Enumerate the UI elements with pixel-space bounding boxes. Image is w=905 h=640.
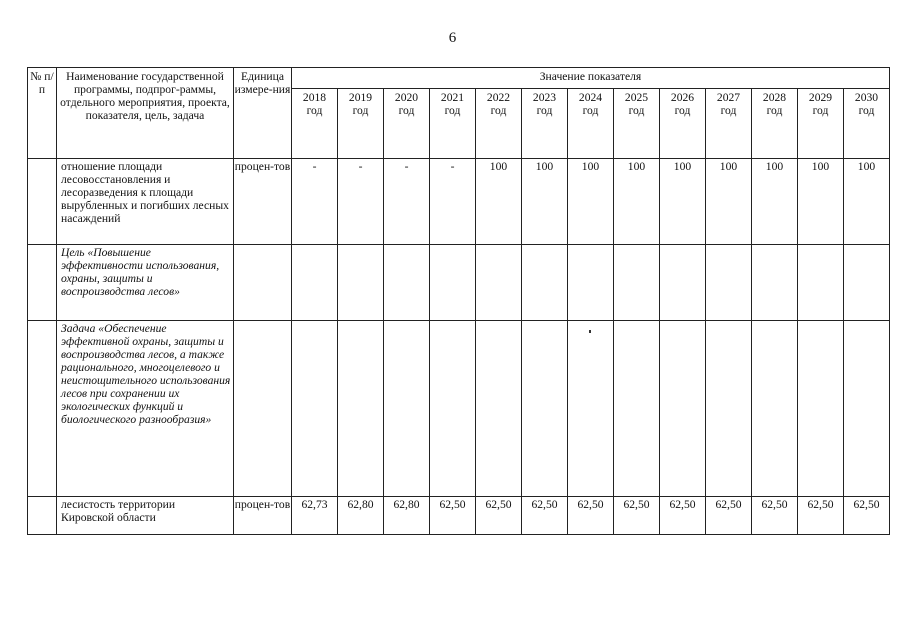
header-year-2030 [844, 89, 890, 159]
row-number-cell [28, 321, 57, 497]
value-cell-2028: 100 [752, 159, 798, 245]
value-cell-2020 [384, 321, 430, 497]
value-cell-2030: 62,50 [844, 497, 890, 535]
table-row [28, 245, 890, 321]
header-year-2018 [292, 89, 338, 159]
value-cell-2030: 100 [844, 159, 890, 245]
year-suffix: год [352, 104, 369, 117]
indicator-name-cell: отношение площади лесовосстановления и лесоразведения к площади вырубленных и погибших лесных насаждений [57, 159, 234, 245]
year-number: 2026 [670, 91, 695, 104]
unit-cell [234, 321, 292, 497]
indicator-table [27, 67, 890, 535]
value-cell-2022 [476, 245, 522, 321]
value-cell-2030 [844, 245, 890, 321]
value-cell-2024 [568, 245, 614, 321]
value-cell-2023: 100 [522, 159, 568, 245]
header-year-2019 [338, 89, 384, 159]
value-cell-2025 [614, 245, 660, 321]
header-year-2020 [384, 89, 430, 159]
value-cell-2027 [706, 321, 752, 497]
value-cell-2022: 62,50 [476, 497, 522, 535]
value-cell-2018: - [292, 159, 338, 245]
year-suffix: год [720, 104, 737, 117]
scan-speck [589, 330, 591, 333]
header-year-2024 [568, 89, 614, 159]
value-cell-2020: - [384, 159, 430, 245]
year-suffix: год [490, 104, 507, 117]
header-num: № п/п [28, 68, 57, 159]
value-cell-2026: 100 [660, 159, 706, 245]
year-suffix: год [674, 104, 691, 117]
year-number: 2024 [578, 91, 603, 104]
value-cell-2025: 100 [614, 159, 660, 245]
goal-name-cell: Цель «Повышение эффективности использования, охраны, защиты и воспроизводства лесов» [57, 245, 234, 321]
header-year-2022 [476, 89, 522, 159]
value-cell-2029: 100 [798, 159, 844, 245]
header-year-2027 [706, 89, 752, 159]
value-cell-2027: 62,50 [706, 497, 752, 535]
year-number: 2027 [716, 91, 741, 104]
value-cell-2029: 62,50 [798, 497, 844, 535]
unit-cell: процен-тов [234, 159, 292, 245]
value-cell-2030 [844, 321, 890, 497]
year-number: 2022 [486, 91, 511, 104]
value-cell-2020 [384, 245, 430, 321]
year-number: 2018 [302, 91, 327, 104]
header-year-2025 [614, 89, 660, 159]
year-suffix: год [306, 104, 323, 117]
row-number-cell [28, 497, 57, 535]
header-year-2029 [798, 89, 844, 159]
year-number: 2023 [532, 91, 557, 104]
value-cell-2021 [430, 245, 476, 321]
value-cell-2025 [614, 321, 660, 497]
value-cell-2028 [752, 321, 798, 497]
year-number: 2030 [854, 91, 879, 104]
table-row [28, 497, 890, 535]
year-suffix: год [536, 104, 553, 117]
value-cell-2024 [568, 321, 614, 497]
value-cell-2021 [430, 321, 476, 497]
task-name-cell: Задача «Обеспечение эффективной охраны, защиты и воспроизводства лесов, а также рационального, многоцелевого и неистощительного использования лесов при сохранении их экологических функций и биологического разнообразия» [57, 321, 234, 497]
year-number: 2019 [348, 91, 373, 104]
header-year-2026 [660, 89, 706, 159]
unit-cell: процен-тов [234, 497, 292, 535]
value-cell-2021: 62,50 [430, 497, 476, 535]
table-body [28, 159, 890, 535]
year-number: 2029 [808, 91, 833, 104]
year-suffix: год [628, 104, 645, 117]
value-cell-2026: 62,50 [660, 497, 706, 535]
value-cell-2024: 100 [568, 159, 614, 245]
value-cell-2018: 62,73 [292, 497, 338, 535]
year-number: 2025 [624, 91, 649, 104]
value-cell-2023 [522, 245, 568, 321]
value-cell-2024: 62,50 [568, 497, 614, 535]
year-suffix: год [812, 104, 829, 117]
value-cell-2025: 62,50 [614, 497, 660, 535]
value-cell-2021: - [430, 159, 476, 245]
year-number: 2020 [394, 91, 419, 104]
header-year-2021 [430, 89, 476, 159]
header-unit: Единица измере-ния [234, 68, 292, 159]
value-cell-2019 [338, 245, 384, 321]
header-name: Наименование государственной программы, подпрог-раммы, отдельного мероприятия, проекта, показателя, цель, задача [57, 68, 234, 159]
year-number: 2021 [440, 91, 465, 104]
value-cell-2018 [292, 321, 338, 497]
value-cell-2023: 62,50 [522, 497, 568, 535]
row-number-cell [28, 245, 57, 321]
value-cell-2029 [798, 321, 844, 497]
value-cell-2028 [752, 245, 798, 321]
value-cell-2027 [706, 245, 752, 321]
value-cell-2026 [660, 245, 706, 321]
header-year-2023 [522, 89, 568, 159]
value-cell-2027: 100 [706, 159, 752, 245]
value-cell-2029 [798, 245, 844, 321]
year-suffix: год [858, 104, 875, 117]
value-cell-2019: 62,80 [338, 497, 384, 535]
value-cell-2018 [292, 245, 338, 321]
table-row [28, 159, 890, 245]
page-number: 6 [448, 30, 457, 46]
value-cell-2019: - [338, 159, 384, 245]
unit-cell [234, 245, 292, 321]
value-cell-2022 [476, 321, 522, 497]
table-row [28, 321, 890, 497]
header-values: Значение показателя [292, 68, 890, 89]
value-cell-2023 [522, 321, 568, 497]
value-cell-2028: 62,50 [752, 497, 798, 535]
value-cell-2026 [660, 321, 706, 497]
indicator-name-cell: лесистость территории Кировской области [57, 497, 234, 535]
value-cell-2022: 100 [476, 159, 522, 245]
year-number: 2028 [762, 91, 787, 104]
value-cell-2019 [338, 321, 384, 497]
year-suffix: год [398, 104, 415, 117]
value-cell-2020: 62,80 [384, 497, 430, 535]
year-suffix: год [582, 104, 599, 117]
year-suffix: год [766, 104, 783, 117]
header-year-2028 [752, 89, 798, 159]
row-number-cell [28, 159, 57, 245]
year-suffix: год [444, 104, 461, 117]
